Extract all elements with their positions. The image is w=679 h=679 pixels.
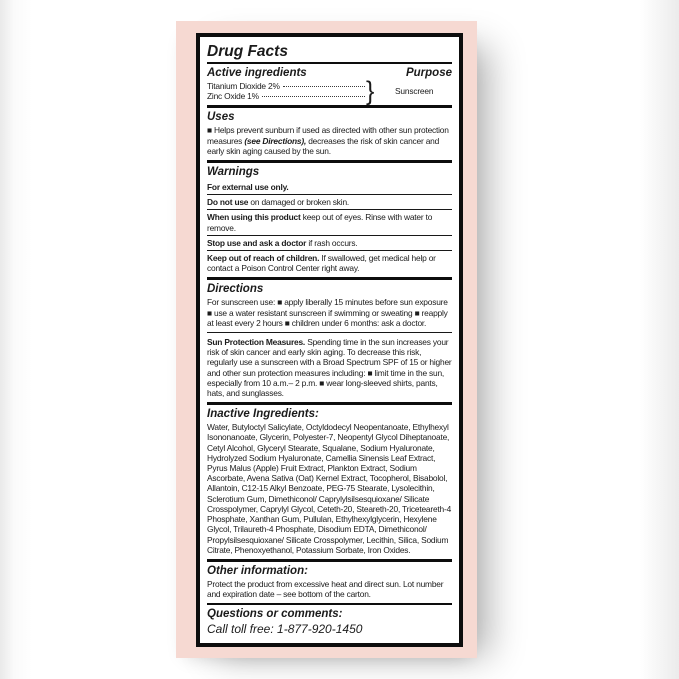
uses-text-pre: Helps prevent sunburn if used as directed with other sun protection measures	[207, 125, 449, 146]
warning-row	[207, 180, 452, 195]
inactive-ingredients-section	[207, 405, 452, 562]
inactive-ingredients-heading: Inactive Ingredients:	[207, 408, 319, 421]
warning-bold: Stop use and ask a doctor	[207, 237, 307, 248]
other-information-text: Protect the product from excessive heat and direct sun. Lot number and expiration date – see bottom of the carton.	[207, 578, 444, 600]
warning-bold: Keep out of reach of children.	[207, 253, 320, 264]
warnings-heading: Warnings	[207, 166, 260, 179]
uses-text	[207, 125, 452, 156]
drug-facts-title-section	[207, 39, 452, 64]
product-carton-back	[176, 21, 477, 658]
warning-row	[207, 195, 452, 210]
questions-section	[207, 605, 452, 638]
warning-row	[207, 251, 452, 273]
drug-facts-title: Drug Facts	[207, 43, 288, 60]
ingredient-name: Titanium Dioxide 2%	[207, 81, 280, 91]
drug-facts-panel	[196, 33, 463, 647]
warning-row	[207, 210, 452, 235]
toll-free-number: Call toll free: 1-877-920-1450	[207, 622, 363, 637]
warning-bold: When using this product	[207, 212, 301, 223]
warning-rest: if rash occurs.	[306, 237, 358, 248]
active-ingredients-heading: Active ingredients	[207, 67, 307, 79]
purpose-heading: Purpose	[405, 67, 452, 79]
sun-protection-bold: Sun Protection Measures.	[207, 337, 306, 348]
sun-protection-rest: Spending time in the sun increases your risk of skin cancer and early skin aging. To decrease this risk, regularly use a sunscreen with a Broad Spectrum SPF of 15 or higher and other sun protection measures including: ■ limit time in the sun, especially from 10 a.m.– 2 p.m. ■ wear long-sleeved shirts, pants, hats, and sunglasses.	[207, 337, 452, 399]
active-ingredient-row	[207, 81, 365, 91]
inactive-ingredients-text: Water, Butyloctyl Salicylate, Octyldodecyl Neopentanoate, Ethylhexyl Isononanoate, Glycerin, Polyester-7, Neopentyl Glycol Diheptanoate, Cetyl Alcohol, Glyceryl Stearate, Squalane, Sodium Hyaluronate, Hydrolyzed Sodium Hyaluronate, Camellia Sinensis Leaf Extract, Pyrus Malus (Apple) Fruit Extract, Plankton Extract, Sodium Ascorbate, Avena Sativa (Oat) Kernel Extract, Tocopherol, Bisabolol, Allantoin, C12-15 Alkyl Benzoate, PEG-75 Stearate, Lysolecithin, Sclerotium Gum, Dimethiconol/ Caprylylsilsesquioxane/ Silicate Crosspolymer, Caprylyl Glycol, Ceteth-20, Steareth-20, Triceteareth-4 Phosphate, Xanthan Gum, Pullulan, Ethylhexylglycerin, Hexylene Glycol, Trilaureth-4 Phosphate, Disodium EDTA, Dimethiconol/ Propylsilsesquioxane/ Silicate Crosspolymer, Lecithin, Silica, Sodium Citrate, Phenoxyethanol, Potassium Sorbate, Iron Oxides.	[207, 422, 452, 555]
questions-heading: Questions or comments:	[207, 608, 343, 621]
warning-bold: Do not use	[207, 197, 249, 208]
other-information-section	[207, 562, 452, 605]
warning-rest: on damaged or broken skin.	[248, 197, 350, 208]
warning-rest: If swallowed, get medical help or contact a Poison Control Center right away.	[207, 253, 436, 274]
warning-rest: keep out of eyes. Rinse with water to remove.	[207, 212, 433, 233]
purpose-value: Sunscreen	[395, 86, 434, 97]
ingredient-name: Zinc Oxide 1%	[207, 91, 259, 102]
active-ingredients-section: Active ingredients Purpose Titanium Dioxide 2% Zinc Oxide 1% } Sunscreen	[207, 64, 452, 108]
warning-row	[207, 236, 452, 251]
uses-text-emphasis: (see Directions),	[244, 135, 307, 146]
directions-section	[207, 280, 452, 405]
square-bullet-icon: ■	[207, 125, 212, 136]
uses-section	[207, 108, 452, 163]
sun-protection-measures	[207, 332, 452, 398]
directions-text: For sunscreen use: ■ apply liberally 15 minutes before sun exposure ■ use a water resistant sunscreen if swimming or sweating ■ reapply at least every 2 hours ■ children under 6 months: ask a doctor.	[207, 297, 448, 328]
warnings-section	[207, 163, 452, 280]
active-ingredient-row	[207, 91, 365, 101]
directions-heading: Directions	[207, 283, 264, 296]
warning-bold: For external use only.	[207, 182, 289, 193]
uses-text-post: decreases the risk of skin cancer and early skin aging caused by the sun.	[207, 135, 440, 156]
other-information-heading: Other information:	[207, 564, 308, 577]
uses-heading: Uses	[207, 111, 235, 124]
